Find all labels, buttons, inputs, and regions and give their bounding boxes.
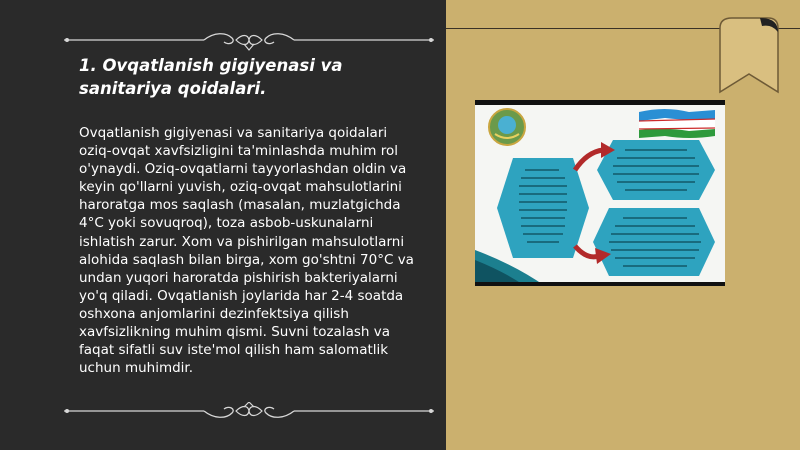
uzbekistan-flag-icon [639,109,715,138]
hexagon-shape-bottom-right [593,208,715,276]
hexagon-shape-top-right [597,140,715,200]
thumbnail-graphic [475,100,725,286]
ornamental-divider-icon [64,402,434,422]
slide-body-text: Ovqatlanish gigiyenasi va sanitariya qoidalari oziq-ovqat xavfsizligini ta'minlashda muhim rol o'ynaydi. Oziq-ovqatlarni tayyorlashdan oldin va keyin qo'llarni yuvish, oziq-ovqat mahsulotlarini haroratga mos saqlash (masalan, muzlatgichda 4°C yoki sovuqroq), toza asbob-uskunalarni ishlatish zarur. Xom va pishirilgan mahsulotlarni alohida saqlash bilan birga, xom go'shtni 70°C va undan yuqori haroratda pishirish bakteriyalarni yo'q qiladi. Ovqatlanish joylarida har 2-4 soatda oshxona anjomlarini dezinfektsiya qilish xavfsizlikning muhim qismi. Suvni tozalash va faqat sifatli suv iste'mol qilish ham salomatlik uchun muhimdir. [79,125,414,377]
uzbekistan-emblem-icon [489,109,525,145]
hexagon-shape-left [497,158,589,258]
ornamental-divider-icon [64,32,434,52]
slide-thumbnail-image [475,100,725,286]
thumbnail-frame-bottom [475,282,725,286]
bookmark-ribbon-icon [718,14,780,94]
slide-title: 1. Ovqatlanish gigiyenasi va sanitariya qoidalari. [79,56,343,98]
